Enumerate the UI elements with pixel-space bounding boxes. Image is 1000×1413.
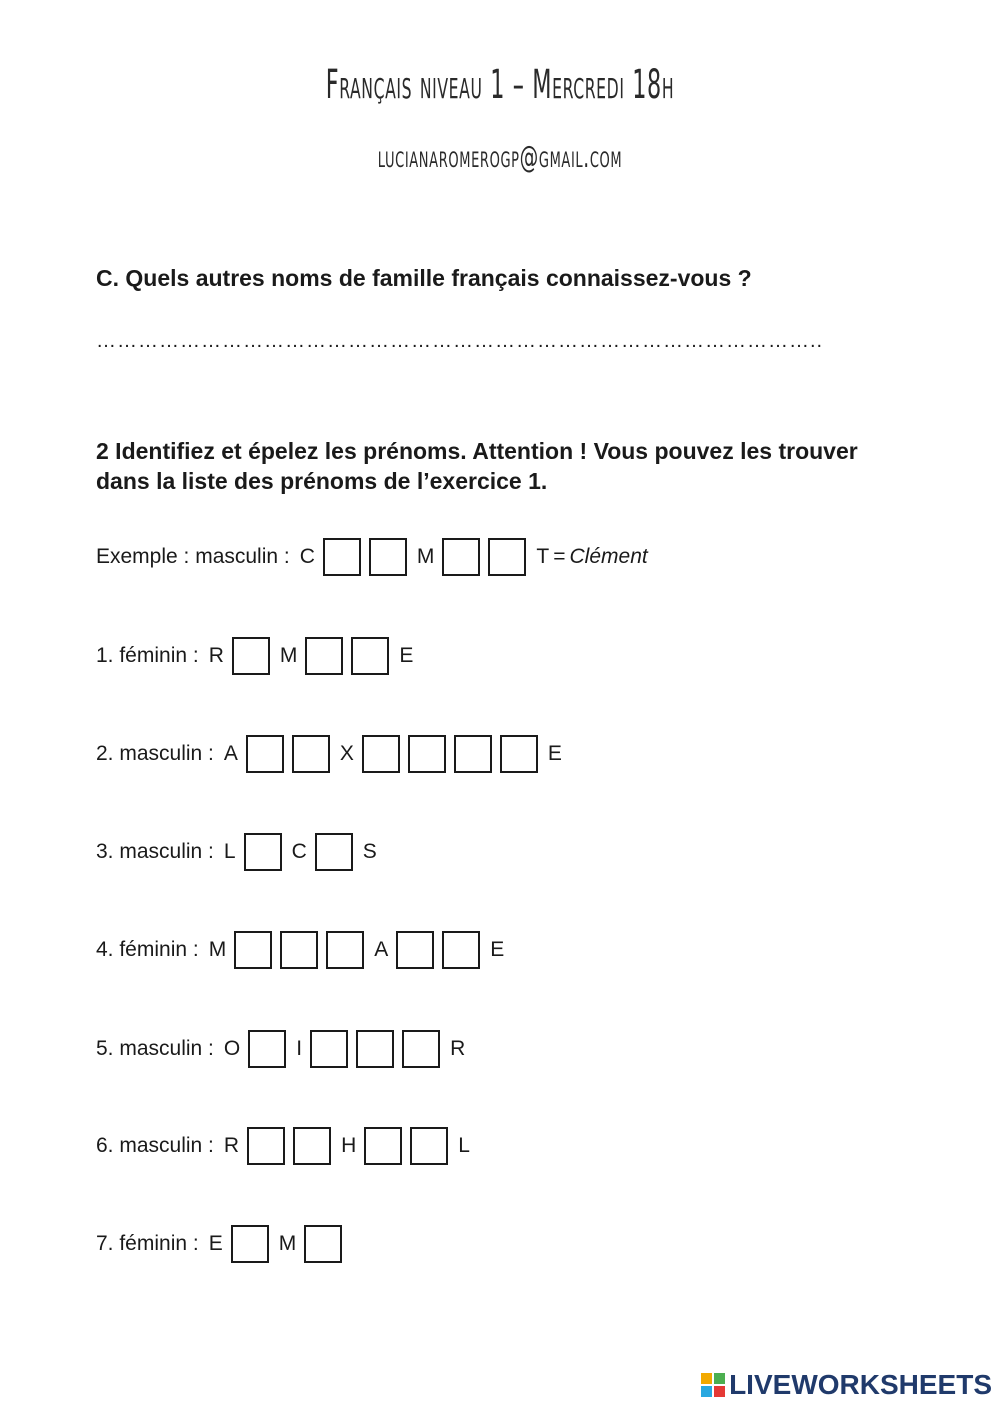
letter-box[interactable] <box>500 735 538 773</box>
letter-box[interactable] <box>234 931 272 969</box>
letter-box[interactable] <box>396 931 434 969</box>
given-letter: E <box>547 742 562 765</box>
author-email: lucianaromerogp@gmail.com <box>377 140 623 175</box>
letter-box[interactable] <box>293 1127 331 1165</box>
item-row-4 <box>96 928 512 972</box>
question-c: C. Quels autres noms de famille français connaissez-vous ? <box>96 265 752 291</box>
given-letter: L <box>458 1134 470 1157</box>
given-letter: A <box>374 938 389 961</box>
letter-box[interactable] <box>248 1030 286 1068</box>
given-letter: M <box>279 644 298 667</box>
item-row-1 <box>96 634 421 678</box>
given-letter: I <box>296 1037 303 1060</box>
letter-box <box>323 538 361 576</box>
liveworksheets-logo <box>701 1365 992 1405</box>
letter-box[interactable] <box>410 1127 448 1165</box>
letter-box[interactable] <box>351 637 389 675</box>
given-letter: E <box>399 644 414 667</box>
exercise-2-instruction: 2 Identifiez et épelez les prénoms. Attention ! Vous pouvez les trouver dans la liste des prénoms de l’exercice 1. <box>96 438 858 494</box>
given-letter: C <box>291 840 307 863</box>
given-letter: H <box>341 1134 357 1157</box>
given-letter: M <box>208 938 227 961</box>
letter-box <box>442 538 480 576</box>
answer-line: ………………………………………………………………………………………….. <box>96 330 824 352</box>
row-prefix: 4. féminin : <box>96 938 199 961</box>
letter-box[interactable] <box>232 637 270 675</box>
letter-box[interactable] <box>402 1030 440 1068</box>
example-answer: Clément <box>569 545 648 568</box>
liveworksheets-logo-icon <box>701 1373 725 1397</box>
given-letter: R <box>223 1134 240 1157</box>
letter-box[interactable] <box>246 735 284 773</box>
given-letter: E <box>208 1232 223 1255</box>
letter-box[interactable] <box>305 637 343 675</box>
logo-square <box>714 1386 725 1397</box>
letter-box[interactable] <box>247 1127 285 1165</box>
given-letter: T <box>536 545 550 568</box>
letter-box[interactable] <box>356 1030 394 1068</box>
given-letter: X <box>339 742 354 765</box>
letter-box[interactable] <box>304 1225 342 1263</box>
letter-box[interactable] <box>326 931 364 969</box>
letter-box[interactable] <box>442 931 480 969</box>
given-letter: M <box>416 545 435 568</box>
logo-square <box>701 1386 712 1397</box>
logo-square <box>714 1373 725 1384</box>
letter-box[interactable] <box>315 833 353 871</box>
equals-sign: = <box>553 545 566 568</box>
row-prefix: 1. féminin : <box>96 644 199 667</box>
letter-box[interactable] <box>362 735 400 773</box>
logo-square <box>701 1373 712 1384</box>
given-letter: R <box>208 644 224 667</box>
letter-box[interactable] <box>454 735 492 773</box>
logo-text: LIVEWORKSHEETS <box>729 1369 992 1400</box>
given-letter: C <box>299 545 315 568</box>
item-row-6 <box>96 1124 478 1168</box>
given-letter: L <box>223 840 236 863</box>
item-row-7 <box>96 1222 350 1266</box>
given-letter: E <box>490 938 505 961</box>
item-row-5 <box>96 1027 473 1071</box>
row-prefix: 7. féminin : <box>96 1232 199 1255</box>
given-letter: O <box>223 1037 241 1060</box>
letter-box <box>369 538 407 576</box>
item-row-3 <box>96 830 385 874</box>
row-prefix: 6. masculin : <box>96 1134 214 1157</box>
item-row-2 <box>96 732 570 776</box>
given-letter: S <box>362 840 377 863</box>
letter-box[interactable] <box>310 1030 348 1068</box>
given-letter: A <box>223 742 238 765</box>
letter-box[interactable] <box>408 735 446 773</box>
letter-box[interactable] <box>292 735 330 773</box>
row-prefix: 5. masculin : <box>96 1037 214 1060</box>
row-prefix: 3. masculin : <box>96 840 214 863</box>
letter-box <box>488 538 526 576</box>
letter-box[interactable] <box>244 833 282 871</box>
letter-box[interactable] <box>280 931 318 969</box>
row-prefix: Exemple : masculin : <box>96 545 290 568</box>
worksheet-title: Français niveau 1 – Mercredi 18h <box>325 62 675 108</box>
given-letter: R <box>450 1037 466 1060</box>
letter-box[interactable] <box>364 1127 402 1165</box>
row-prefix: 2. masculin : <box>96 742 214 765</box>
letter-box[interactable] <box>231 1225 269 1263</box>
given-letter: M <box>278 1232 297 1255</box>
example-row <box>96 535 648 579</box>
